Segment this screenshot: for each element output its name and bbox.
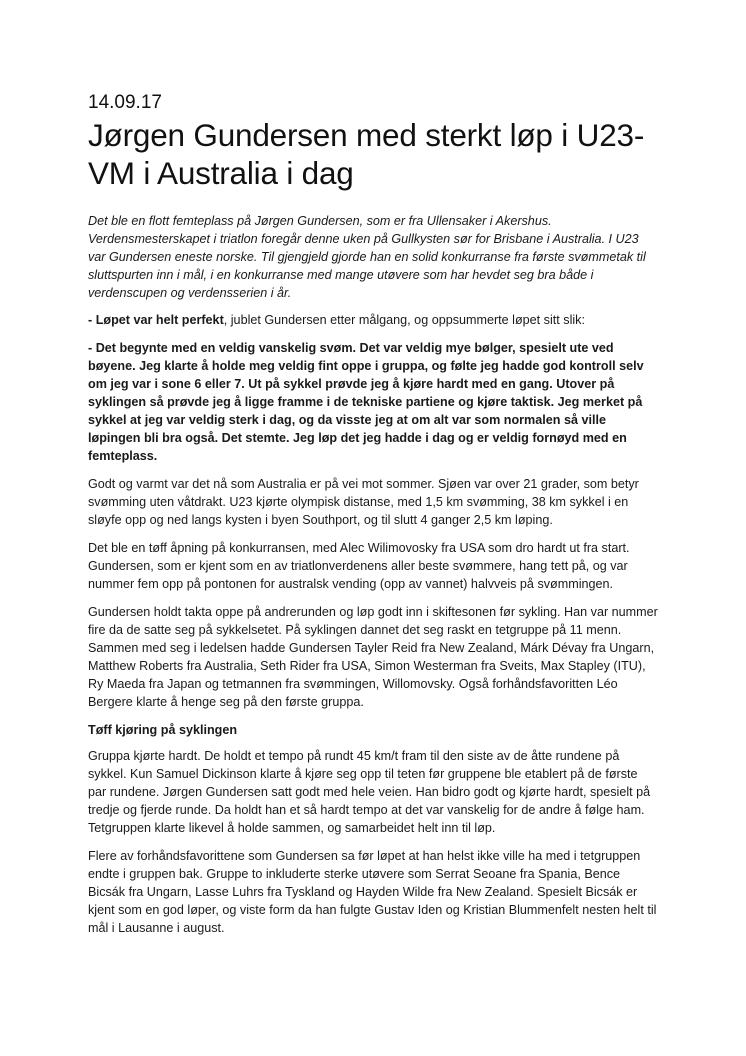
body-paragraph-5: Flere av forhåndsfavorittene som Gundersen sa før løpet at han helst ikke ville ha med i tetgruppen endte i gruppen bak. Gruppe to inkluderte sterke utøvere som Serrat Seoane fra Spania, Bence Bicsák fra Ungarn, Lasse Luhrs fra Tyskland og Hayden Wilde fra New Zealand. Spesielt Bicsák er kjent som en god løper, og viste form da han fulgte Gustav Iden og Kristian Blummenfelt nesten helt til mål i Lausanne i august. [88, 849, 657, 935]
body-paragraph-3: Gundersen holdt takta oppe på andrerunden og løp godt inn i skiftesonen før sykling. Han var nummer fire da de satte seg på sykkelsetet. På syklingen dannet det seg raskt en tetgruppe på 11 menn. Sammen med seg i ledelsen hadde Gundersen Tayler Reid fra New Zealand, Márk Dévay fra Ungarn, Matthew Roberts fra Australia, Seth Rider fra USA, Simon Westerman fra Sveits, Max Stapley (ITU), Ry Maeda fra Japan og tetmannen fra svømmingen, Willomovsky. Også forhåndsfavoritten Léo Bergere klarte å henge seg på den første gruppa. [88, 605, 658, 709]
quote-1-bold: - Løpet var helt perfekt [88, 313, 224, 327]
body-paragraph-4: Gruppa kjørte hardt. De holdt et tempo på rundt 45 km/t fram til den siste av de åtte rundene på sykkel. Kun Samuel Dickinson klarte å kjøre seg opp til teten før gruppene ble etablert på de første par rundene. Jørgen Gundersen satt godt med hele veien. Han bidro godt og kjørte hardt, spesielt på tredje og fjerde runde. Da holdt han et så hardt tempo at det var vanskelig for de andre å følge ham. Tetgruppen klarte likevel å holde sammen, og samarbeidet helt inn til løp. [88, 749, 651, 835]
quote-1-rest: , jublet Gundersen etter målgang, og oppsummerte løpet sitt slik: [223, 313, 585, 327]
article-intro: Det ble en flott femteplass på Jørgen Gundersen, som er fra Ullensaker i Akershus. Verdensmesterskapet i triatlon foregår denne uken på Gullkysten sør for Brisbane i Australia. I U23 var Gundersen eneste norske. Til gjengjeld gjorde han en solid konkurranse fra første svømmetak til sluttspurten inn i mål, i en konkurranse med mange utøvere som har hevdet seg bra både i verdenscupen og verdensserien i år. [88, 214, 646, 300]
body-paragraph-2: Det ble en tøff åpning på konkurransen, med Alec Wilimovosky fra USA som dro hardt ut fra start. Gundersen, som er kjent som en av triatlonverdenens aller beste svømmere, hang tett på, og var nummer fem opp på pontonen for australsk vending (opp av vannet) halvveis på svømmingen. [88, 541, 630, 591]
body-paragraph-1: Godt og varmt var det nå som Australia er på vei mot sommer. Sjøen var over 21 grader, som betyr svømming uten våtdrakt. U23 kjørte olympisk distanse, med 1,5 km svømming, 38 km sykkel i en sløyfe opp og ned langs kysten i byen Southport, og til slutt 4 ganger 2,5 km løping. [88, 477, 639, 527]
article-title: Jørgen Gundersen med sterkt løp i U23-VM i Australia i dag [88, 117, 645, 191]
quote-paragraph-1 [88, 311, 658, 329]
section-subheading: Tøff kjøring på syklingen [88, 723, 238, 737]
quote-paragraph-2: - Det begynte med en veldig vanskelig svøm. Det var veldig mye bølger, spesielt ute ved bøyene. Jeg klarte å holde meg veldig fint oppe i gruppa, og følte jeg hadde god kontroll selv om jeg var i sone 6 eller 7. Ut på sykkel prøvde jeg å kjøre hardt med en gang. Utover på syklingen så prøvde jeg å ligge framme i de tekniske partiene og kjøre taktisk. Jeg merket på sykkel at jeg var veldig sterk i dag, og da visste jeg at om alt var som normalen så ville løpingen bli bra også. Det stemte. Jeg løp det jeg hadde i dag og er veldig fornøyd med en femteplass. [88, 341, 644, 463]
article-date: 14.09.17 [88, 92, 162, 113]
article [88, 92, 658, 947]
